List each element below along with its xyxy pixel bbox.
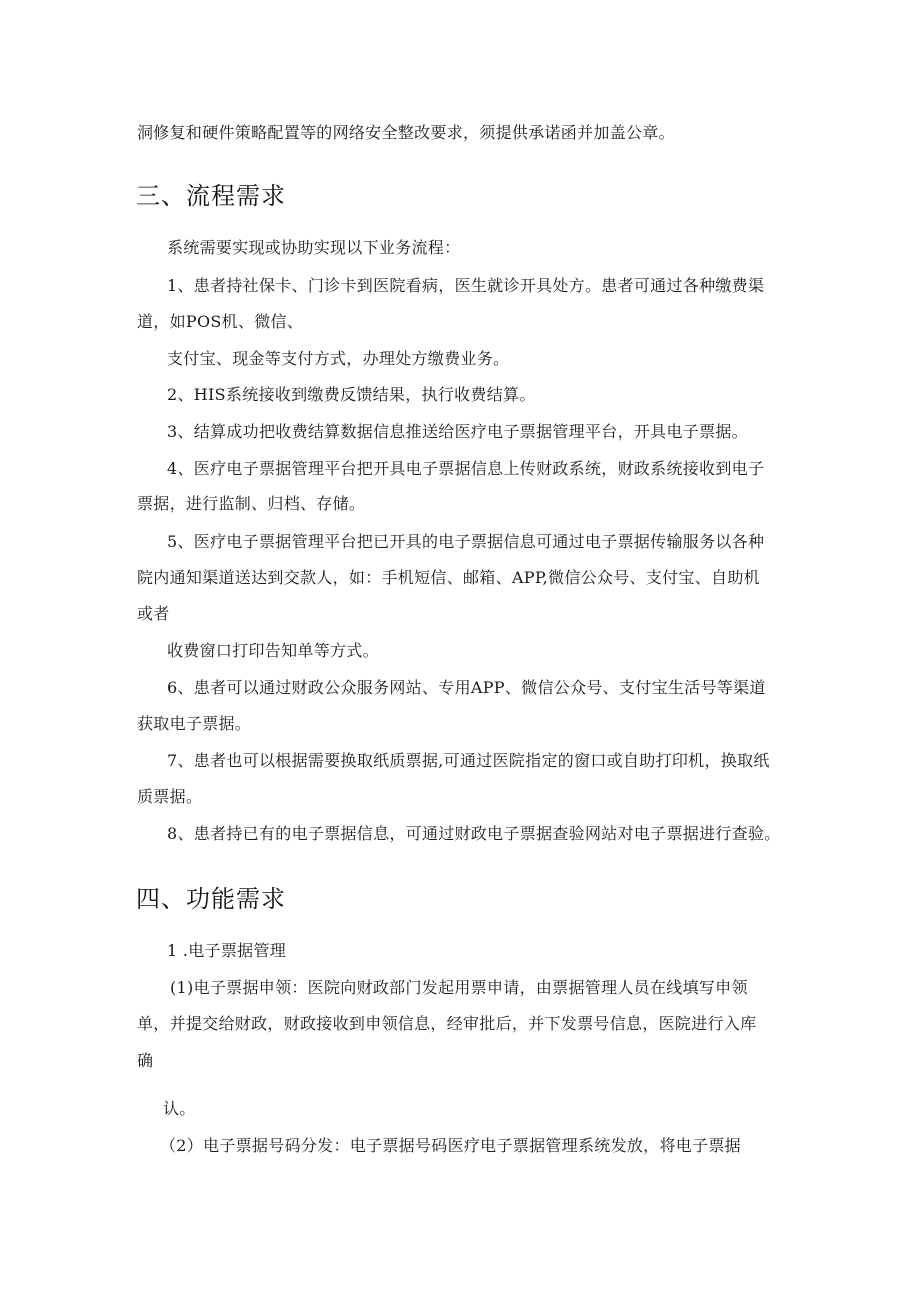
item-7-line-1: 7、患者也可以根据需要换取纸质票据,可通过医院指定的窗口或自助打印机，换取纸 xyxy=(167,751,770,770)
para-1-line-2: 单，并提交给财政，财政接收到申领信息，经审批后，并下发票号信息，医院进行入库 xyxy=(137,1014,757,1033)
item-5-line-1: 5、医疗电子票据管理平台把已开具的电子票据信息可通过电子票据传输服务以各种 xyxy=(167,532,765,551)
item-1-line-1: 1、患者持社保卡、门诊卡到医院看病，医生就诊开具处方。患者可通过各种缴费渠 xyxy=(167,276,765,295)
para-1-line-1: (1)电子票据申领：医院向财政部门发起用票申请，由票据管理人员在线填写申领 xyxy=(170,978,748,997)
subsection-1-title: 1 .电子票据管理 xyxy=(167,941,287,960)
item-2: 2、HIS系统接收到缴费反馈结果，执行收费结算。 xyxy=(167,385,536,404)
item-1-line-3: 支付宝、现金等支付方式，办理处方缴费业务。 xyxy=(167,349,510,368)
intro-continuation-line: 洞修复和硬件策略配置等的网络安全整改要求，须提供承诺函并加盖公章。 xyxy=(137,123,675,142)
item-1-line-2: 道，如POS机、微信、 xyxy=(137,312,304,331)
para-2-line-1: （2）电子票据号码分发：电子票据号码医疗电子票据管理系统发放，将电子票据 xyxy=(160,1136,741,1155)
item-8: 8、患者持已有的电子票据信息，可通过财政电子票据查验网站对电子票据进行查验。 xyxy=(167,824,781,843)
section-3-title: 三、流程需求 xyxy=(136,182,286,210)
para-1-line-4: 认。 xyxy=(163,1099,196,1118)
item-4-line-2: 票据，进行监制、归档、存储。 xyxy=(137,494,366,513)
item-5-line-3: 或者 xyxy=(137,604,170,623)
item-6-line-1: 6、患者可以通过财政公众服务网站、专用APP、微信公众号、支付宝生活号等渠道 xyxy=(167,678,766,697)
para-1-line-3: 确 xyxy=(137,1051,154,1070)
item-6-line-2: 获取电子票据。 xyxy=(137,714,252,733)
item-4-line-1: 4、医疗电子票据管理平台把开具电子票据信息上传财政系统，财政系统接收到电子 xyxy=(167,459,765,478)
item-5-line-4: 收费窗口打印告知单等方式。 xyxy=(167,641,379,660)
section-3-lead: 系统需要实现或协助实现以下业务流程： xyxy=(167,238,461,257)
section-4-title: 四、功能需求 xyxy=(136,885,286,913)
item-5-line-2: 院内通知渠道送达到交款人，如：手机短信、邮箱、APP,微信公众号、支付宝、自助机 xyxy=(137,568,760,587)
item-7-line-2: 质票据。 xyxy=(137,787,203,806)
item-3: 3、结算成功把收费结算数据信息推送给医疗电子票据管理平台，开具电子票据。 xyxy=(167,422,748,441)
